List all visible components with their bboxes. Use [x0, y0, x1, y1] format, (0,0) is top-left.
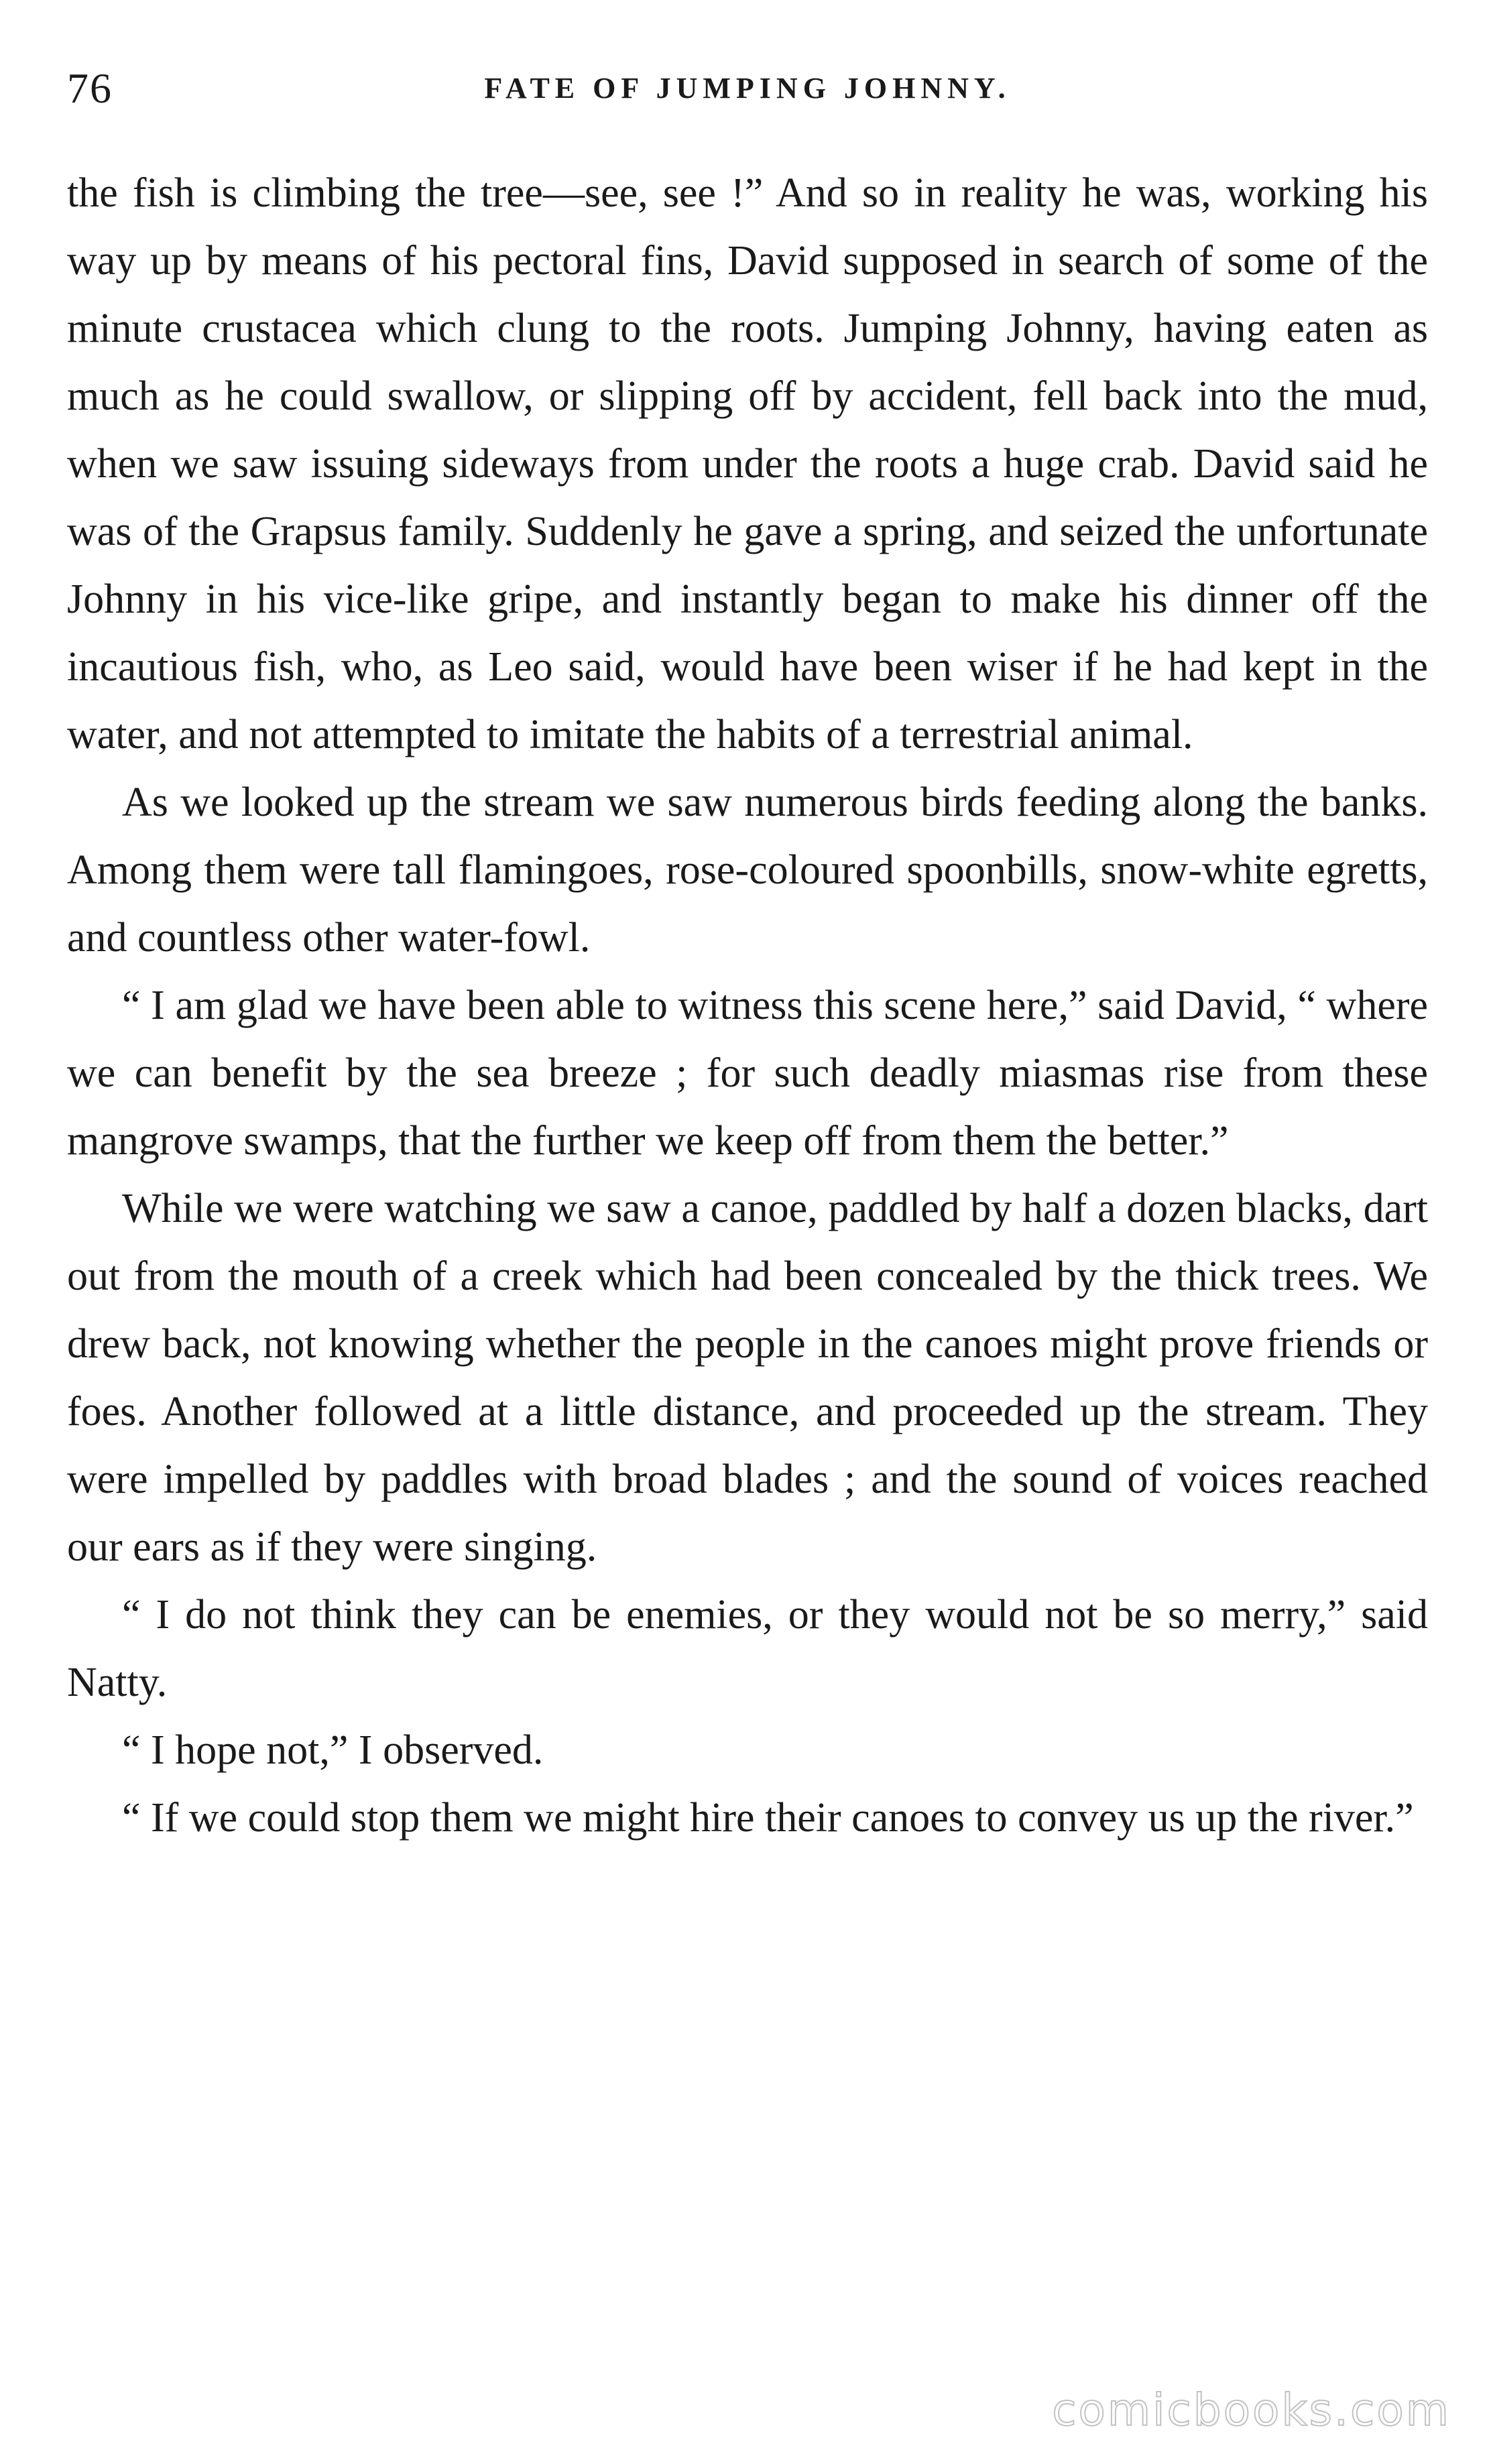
watermark: comicbooks.com [1052, 2384, 1451, 2436]
paragraph-continued: the fish is climbing the tree—see, see !” And so in reality he was, working his way up by means of his pectoral fins, David supposed in search of some of the minute crustacea which clung to the roots. Jumping Johnny, having eaten as much as he could swallow, or slipping off by accident, fell back into the mud, when we saw issuing sideways from under the roots a huge crab. David said he was of the Grapsus family. Suddenly he gave a spring, and seized the unfortunate Johnny in his vice-like gripe, and instantly began to make his dinner off the incautious fish, who, as Leo said, would have been wiser if he had kept in the water, and not attempted to imitate the habits of a terrestrial animal. [67, 170, 1428, 757]
body-text [67, 160, 1428, 1852]
paragraph-birds: As we looked up the stream we saw numerous birds feeding along the banks. Among them were tall flamingoes, rose-coloured spoonbills, snow-white egretts, and countless other water-fowl. [67, 780, 1428, 961]
paragraph-canoe: While we were watching we saw a canoe, paddled by half a dozen blacks, dart out from the mouth of a creek which had been concealed by the thick trees. We drew back, not knowing whether the people in the canoes might prove friends or foes. Another followed at a little distance, and proceeded up the stream. They were impelled by paddles with broad blades ; and the sound of voices reached our ears as if they were singing. [67, 1186, 1428, 1570]
running-title: FATE OF JUMPING JOHNNY. [484, 72, 1011, 105]
paragraph-david-speech: “ I am glad we have been able to witness this scene here,” said David, “ where we can benefit by the sea breeze ; for such deadly miasmas rise from these mangrove swamps, that the further we keep off from them the better.” [67, 983, 1428, 1164]
paragraph-hire-canoes: “ If we could stop them we might hire their canoes to convey us up the river.” [122, 1795, 1414, 1841]
running-head [67, 62, 1428, 115]
paragraph-narrator-reply: “ I hope not,” I observed. [122, 1727, 544, 1773]
paragraph-natty-speech: “ I do not think they can be enemies, or they would not be so merry,” said Natty. [67, 1592, 1428, 1705]
page-number: 76 [67, 64, 113, 112]
